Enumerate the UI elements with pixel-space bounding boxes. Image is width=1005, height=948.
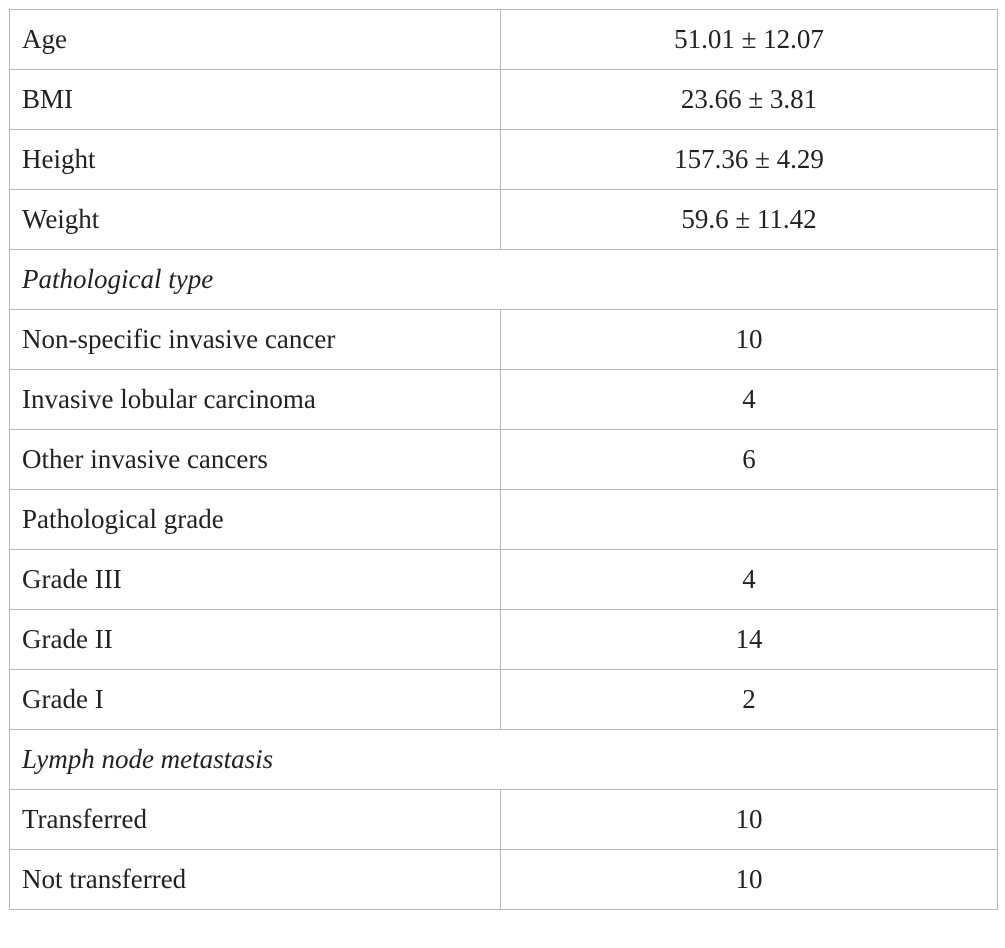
table-row [10,370,998,430]
row-value: 10 [501,310,998,370]
table-row [10,130,998,190]
patient-characteristics-table [9,9,998,910]
section-header-label: Lymph node metastasis [10,730,998,790]
row-value: 10 [501,790,998,850]
row-label: Pathological grade [10,490,501,550]
table-row [10,850,998,910]
row-label: Grade I [10,670,501,730]
row-value: 6 [501,430,998,490]
section-header-label: Pathological type [10,250,998,310]
characteristics-table-container [9,9,997,910]
table-row [10,550,998,610]
table-row [10,430,998,490]
row-label: BMI [10,70,501,130]
table-row [10,490,998,550]
table-row [10,610,998,670]
row-value [501,490,998,550]
table-row [10,70,998,130]
table-row [10,790,998,850]
row-value: 14 [501,610,998,670]
table-row [10,310,998,370]
row-value: 157.36 ± 4.29 [501,130,998,190]
row-label: Age [10,10,501,70]
row-value: 2 [501,670,998,730]
row-value: 10 [501,850,998,910]
row-label: Weight [10,190,501,250]
row-label: Non-specific invasive cancer [10,310,501,370]
section-header-row [10,730,998,790]
row-label: Other invasive cancers [10,430,501,490]
row-value: 59.6 ± 11.42 [501,190,998,250]
table-row [10,190,998,250]
row-value: 4 [501,550,998,610]
table-row [10,10,998,70]
row-label: Transferred [10,790,501,850]
row-label: Invasive lobular carcinoma [10,370,501,430]
table-row [10,670,998,730]
row-label: Grade III [10,550,501,610]
row-label: Not transferred [10,850,501,910]
section-header-row [10,250,998,310]
row-value: 23.66 ± 3.81 [501,70,998,130]
row-label: Grade II [10,610,501,670]
row-value: 4 [501,370,998,430]
row-label: Height [10,130,501,190]
row-value: 51.01 ± 12.07 [501,10,998,70]
